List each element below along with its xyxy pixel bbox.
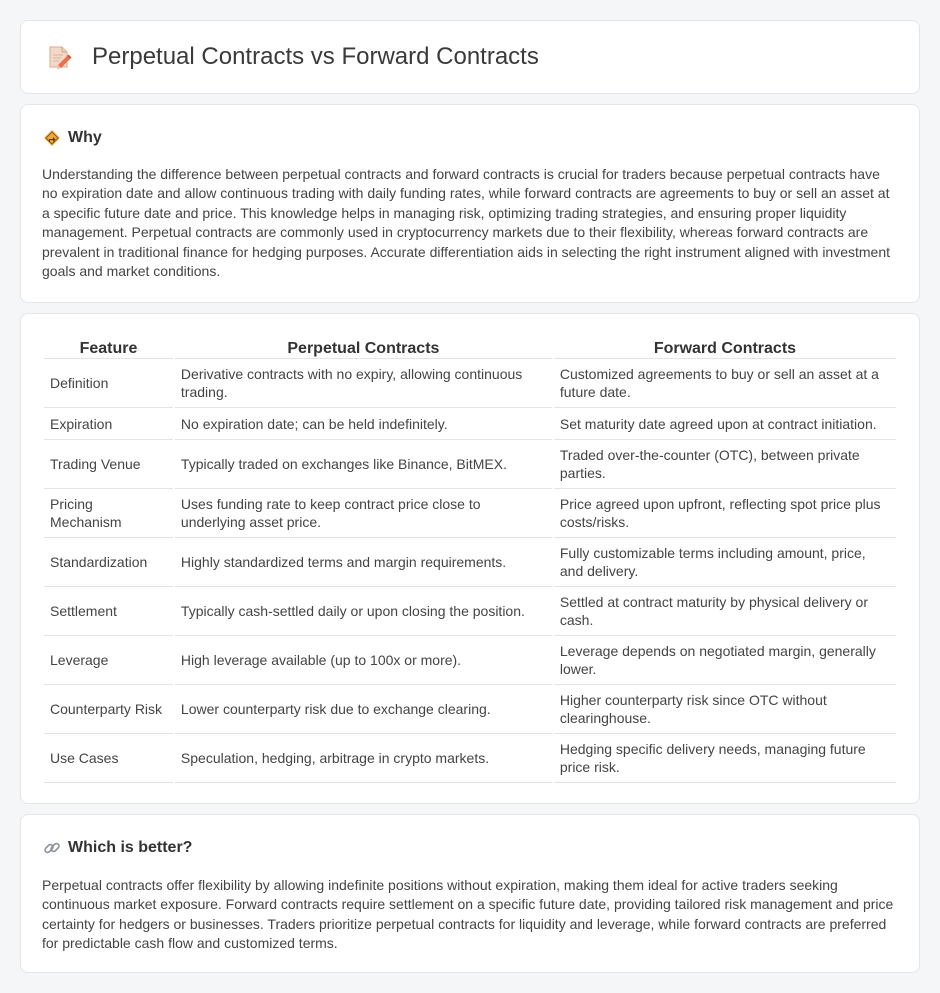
header-forward: Forward Contracts <box>554 335 896 359</box>
feature-cell: Counterparty Risk <box>44 685 173 734</box>
feature-cell: Expiration <box>44 408 173 440</box>
forward-cell: Hedging specific delivery needs, managing future price risk. <box>554 734 896 783</box>
perpetual-cell: No expiration date; can be held indefinitely. <box>175 408 552 440</box>
perpetual-cell: Derivative contracts with no expiry, allowing continuous trading. <box>175 359 552 408</box>
perpetual-cell: High leverage available (up to 100x or more). <box>175 636 552 685</box>
perpetual-cell: Uses funding rate to keep contract price close to underlying asset price. <box>175 489 552 538</box>
which-is-better-section <box>20 814 920 973</box>
table-row <box>44 359 896 408</box>
feature-cell: Use Cases <box>44 734 173 783</box>
header-perpetual: Perpetual Contracts <box>175 335 552 359</box>
forward-cell: Set maturity date agreed upon at contract initiation. <box>554 408 896 440</box>
table-header-row <box>44 335 896 359</box>
perpetual-cell: Speculation, hedging, arbitrage in crypto markets. <box>175 734 552 783</box>
forward-cell: Customized agreements to buy or sell an asset at a future date. <box>554 359 896 408</box>
title-row <box>46 43 539 71</box>
why-title: Why <box>68 129 102 146</box>
feature-cell: Settlement <box>44 587 173 636</box>
page-title: Perpetual Contracts vs Forward Contracts <box>92 43 539 70</box>
diamond-sign-icon <box>43 129 61 147</box>
why-text: Understanding the difference between perpetual contracts and forward contracts is crucial for traders because perpetual contracts have no expiration date and allow continuous trading with daily funding rates, while forward contracts are agreements to buy or sell an asset at a specific future date and price. This knowledge helps in managing risk, optimizing trading strategies, and ensuring proper liquidity management. Perpetual contracts are commonly used in cryptocurrency markets due to their flexibility, whereas forward contracts are prevalent in traditional finance for hedging purposes. Accurate differentiation aids in selecting the right instrument aligned with investment goals and market conditions. <box>42 166 891 280</box>
why-heading <box>43 129 102 147</box>
feature-cell: Pricing Mechanism <box>44 489 173 538</box>
perpetual-cell: Typically cash-settled daily or upon closing the position. <box>175 587 552 636</box>
forward-cell: Price agreed upon upfront, reflecting spot price plus costs/risks. <box>554 489 896 538</box>
comparison-table-card <box>20 313 920 804</box>
forward-cell: Higher counterparty risk since OTC without clearinghouse. <box>554 685 896 734</box>
forward-cell: Fully customizable terms including amount, price, and delivery. <box>554 538 896 587</box>
perpetual-cell: Highly standardized terms and margin requirements. <box>175 538 552 587</box>
better-heading <box>43 839 192 857</box>
why-section <box>20 104 920 303</box>
forward-cell: Traded over-the-counter (OTC), between private parties. <box>554 440 896 489</box>
table-row <box>44 587 896 636</box>
table-row <box>44 734 896 783</box>
forward-cell: Leverage depends on negotiated margin, generally lower. <box>554 636 896 685</box>
table-row <box>44 685 896 734</box>
table-row <box>44 440 896 489</box>
header-card <box>20 20 920 94</box>
table-row <box>44 636 896 685</box>
feature-cell: Trading Venue <box>44 440 173 489</box>
link-icon <box>43 839 61 857</box>
comparison-table <box>42 335 898 783</box>
header-feature: Feature <box>44 335 173 359</box>
perpetual-cell: Lower counterparty risk due to exchange clearing. <box>175 685 552 734</box>
document-pencil-icon <box>46 44 72 70</box>
table-row <box>44 489 896 538</box>
feature-cell: Definition <box>44 359 173 408</box>
feature-cell: Leverage <box>44 636 173 685</box>
feature-cell: Standardization <box>44 538 173 587</box>
table-row <box>44 408 896 440</box>
better-text: Perpetual contracts offer flexibility by allowing indefinite positions without expiration, making them ideal for active traders seeking continuous market exposure. Forward contracts require settlement on a specific future date, providing tailored risk management and price certainty for hedgers or businesses. Traders prioritize perpetual contracts for liquidity and leverage, while forward contracts are preferred for predictable cash flow and customized terms. <box>42 877 894 952</box>
forward-cell: Settled at contract maturity by physical delivery or cash. <box>554 587 896 636</box>
perpetual-cell: Typically traded on exchanges like Binance, BitMEX. <box>175 440 552 489</box>
better-title: Which is better? <box>68 839 193 856</box>
table-row <box>44 538 896 587</box>
